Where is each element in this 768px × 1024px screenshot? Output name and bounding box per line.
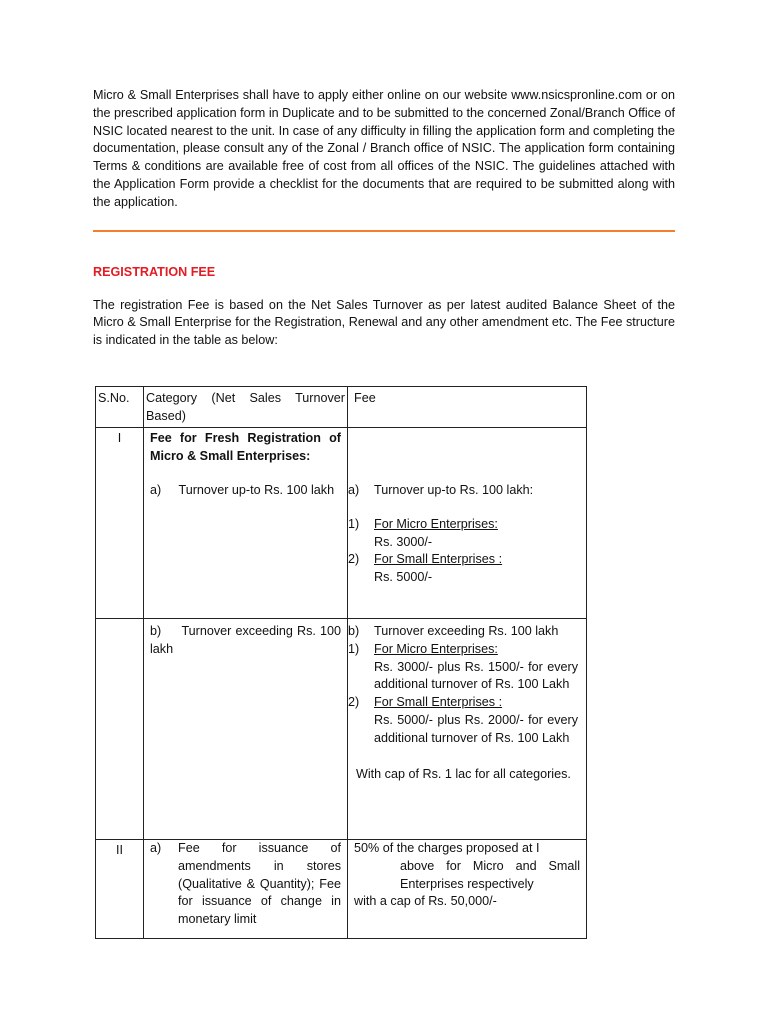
table-header-row: [96, 387, 587, 428]
row3-category: [144, 840, 348, 939]
fee-small-detail: Rs. 5000/- plus Rs. 2000/- for every additional turnover of Rs. 100 Lakh: [374, 712, 578, 745]
fee-small-amount: Rs. 5000/-: [374, 570, 433, 585]
row1-category: [144, 428, 348, 619]
row1-title: Fee for Fresh Registration of Micro & Small Enterprises:: [150, 431, 341, 463]
header-fee: Fee: [348, 387, 587, 428]
table-row: [96, 840, 587, 939]
header-category: Category (Net Sales Turnover Based): [144, 387, 348, 428]
document-body: [93, 87, 675, 350]
fee-cap-note: With cap of Rs. 1 lac for all categories.: [356, 766, 571, 781]
fee-micro-detail: Rs. 3000/- plus Rs. 1500/- for every additional turnover of Rs. 100 Lakh: [374, 659, 578, 692]
row2-sno: [96, 619, 144, 840]
row1-category-a: a) Turnover up-to Rs. 100 lakh: [150, 482, 335, 497]
intro-paragraph: Micro & Small Enterprises shall have to apply either online on our website www.nsicspronline.com or on the prescribed application form in Duplicate and to be submitted to the concerned Zonal/Branch Office of NSIC located nearest to the unit. In case of any difficulty in filling the application form and completing the documentation, please consult any of the Zonal / Branch office of NSIC. The application form containing Terms & conditions are available free of cost from all offices of the NSIC. The guidelines attached with the Application Form provide a checklist for the documents that are required to be submitted along with the application.: [93, 88, 675, 209]
row1-fee: [348, 428, 587, 619]
fee-micro-item: 1) For Micro Enterprises:: [348, 516, 498, 531]
row3-sno: II: [96, 840, 144, 939]
row2-category-b: b) Turnover exceeding Rs. 100 lakh: [150, 624, 345, 656]
registration-fee-heading: REGISTRATION FEE: [93, 264, 216, 279]
header-sno: S.No.: [96, 387, 144, 428]
fee-small-item: 2) For Small Enterprises :: [348, 552, 503, 567]
row3-fee-cap: with a cap of Rs. 50,000/-: [354, 894, 497, 909]
row2-fee: [348, 619, 587, 840]
fee-b-item: b) Turnover exceeding Rs. 100 lakh: [348, 624, 559, 638]
row3-fee-rest: above for Micro and Small Enterprises respectively: [400, 858, 580, 891]
row2-category: [144, 619, 348, 840]
fee-table: [95, 386, 587, 939]
row3-fee-line1: 50% of the charges proposed at I: [354, 841, 540, 855]
section-divider: [93, 230, 675, 232]
fee-micro-amount: Rs. 3000/-: [374, 534, 433, 549]
row3-fee: [348, 840, 587, 939]
fee-small-item: 2) For Small Enterprises :: [348, 695, 503, 710]
row1-sno: I: [96, 428, 144, 619]
fee-micro-item: 1) For Micro Enterprises:: [348, 641, 498, 656]
table-row: [96, 619, 587, 840]
fee-a-item: a) Turnover up-to Rs. 100 lakh:: [348, 483, 534, 497]
fee-paragraph: The registration Fee is based on the Net Sales Turnover as per latest audited Balance Sheet of the Micro & Small Enterprise for the Registration, Renewal and any other amendment etc. The Fee structure is indicated in the table as below:: [93, 297, 675, 348]
row3-category-a: a) Fee for issuance of amendments in stores (Qualitative & Quantity); Fee for issuance of change in monetary limit: [150, 841, 341, 927]
table-row: [96, 428, 587, 619]
